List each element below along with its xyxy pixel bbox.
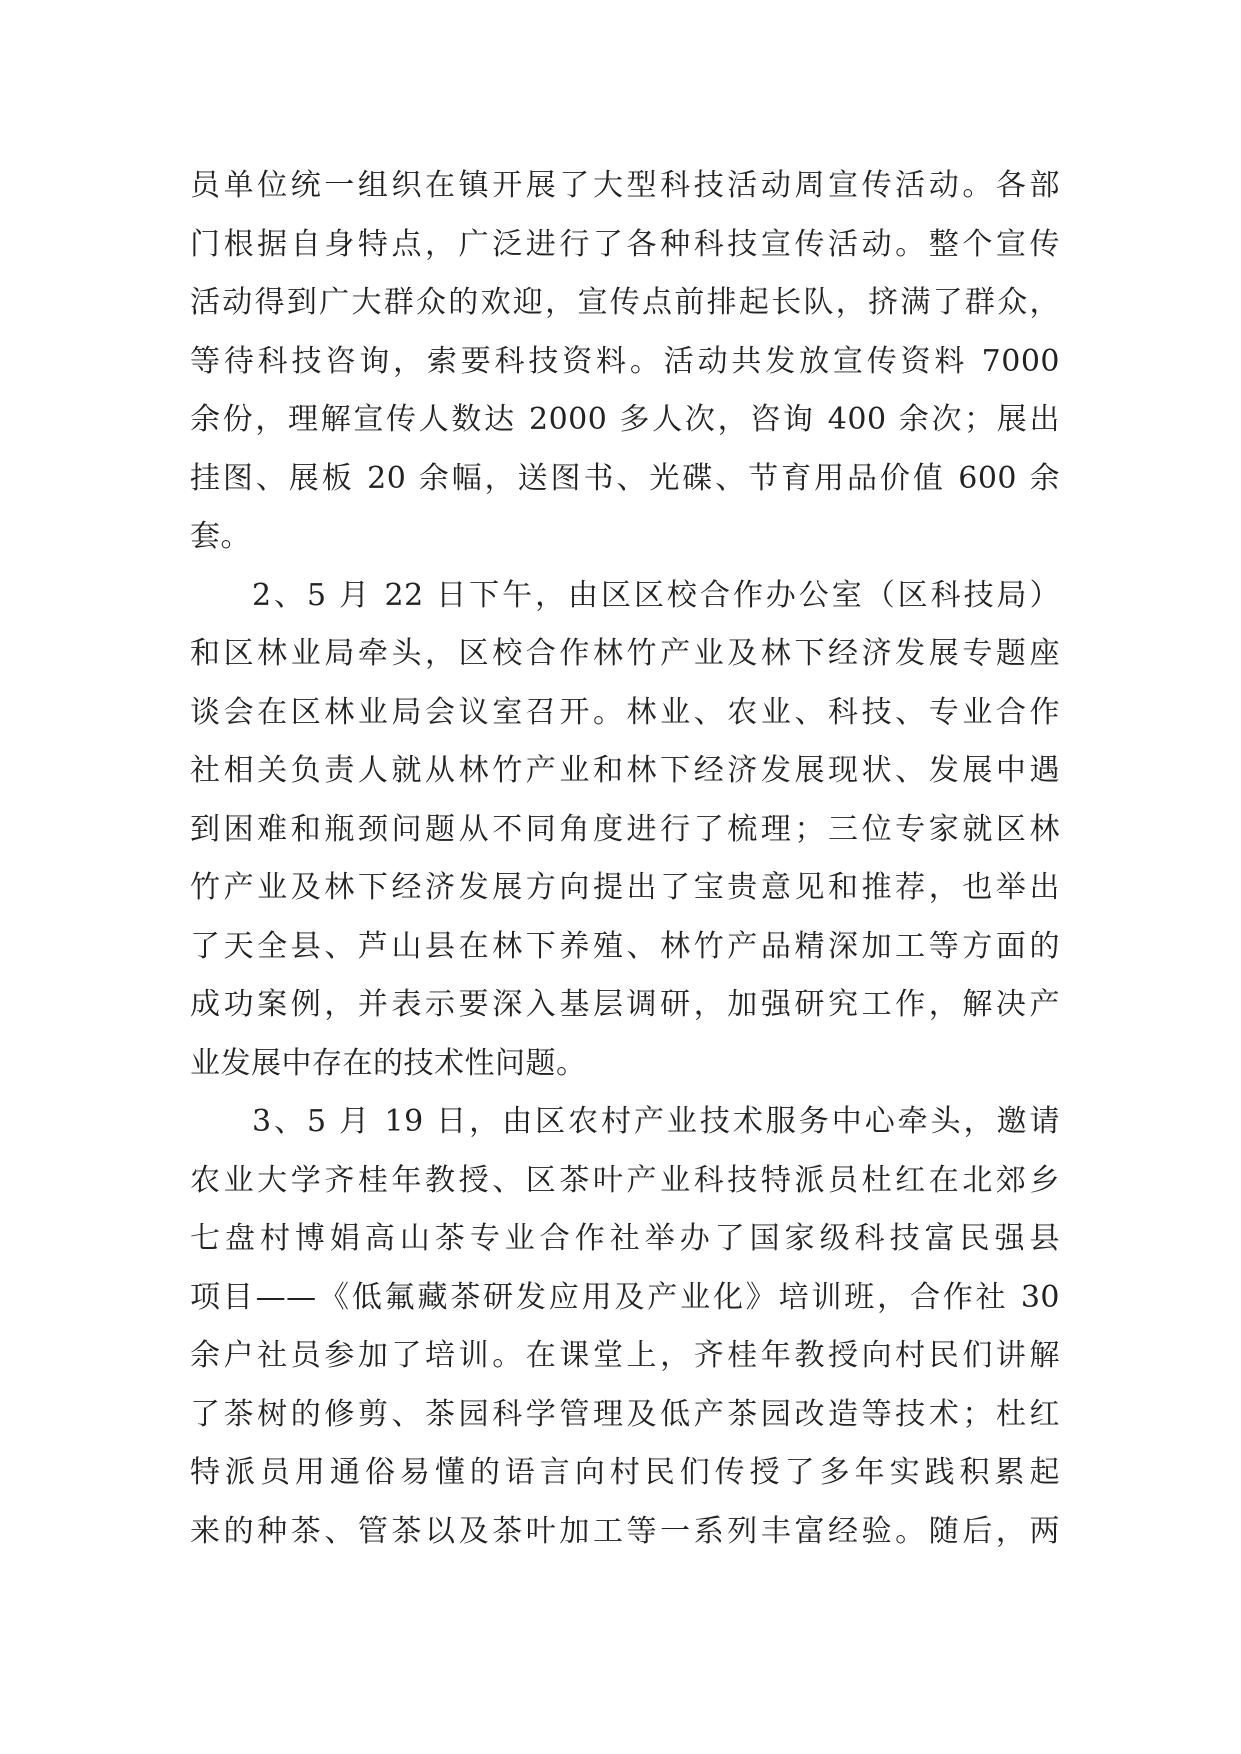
paragraph-3-line-8: 来的种茶、管茶以及茶叶加工等一系列丰富经验。随后，两 [190, 1513, 1060, 1549]
paragraph-1-line-2: 门根据自身特点，广泛进行了各种科技宣传活动。整个宣传 [190, 226, 1060, 262]
paragraph-2-line-4: 社相关负责人就从林竹产业和林下经济发展现状、发展中遇 [190, 753, 1060, 788]
paragraph-3-line-7: 特派员用通俗易懂的语言向村民们传授了多年实践积累起 [190, 1455, 1060, 1490]
paragraph-2-line-3: 谈会在区林业局会议室召开。林业、农业、科技、专业合作 [190, 694, 1060, 730]
paragraph-2-line-2: 和区林业局牵头，区校合作林竹产业及林下经济发展专题座 [190, 636, 1060, 671]
paragraph-3-line-2: 农业大学齐桂年教授、区茶叶产业科技特派员杜红在北郊乡 [190, 1162, 1060, 1198]
paragraph-1-line-6: 挂图、展板 20 余幅，送图书、光碟、节育用品价值 600 余 [190, 460, 1060, 496]
paragraph-1-line-3: 活动得到广大群众的欢迎，宣传点前排起长队，挤满了群众， [190, 285, 1060, 320]
paragraph-1-line-7: 套。 [190, 519, 251, 554]
document-body [190, 157, 1060, 1561]
paragraph-3-line-3: 七盘村博娟高山茶专业合作社举办了国家级科技富民强县 [190, 1221, 1060, 1256]
paragraph-3-line-5: 余户社员参加了培训。在课堂上，齐桂年教授向村民们讲解 [190, 1338, 1060, 1373]
paragraph-3-line-6: 了茶树的修剪、茶园科学管理及低产茶园改造等技术；杜红 [190, 1396, 1060, 1432]
paragraph-2-line-6: 竹产业及林下经济发展方向提出了宝贵意见和推荐，也举出 [190, 870, 1060, 905]
paragraph-2-line-7: 了天全县、芦山县在林下养殖、林竹产品精深加工等方面的 [190, 928, 1060, 964]
paragraph-2-line-8: 成功案例，并表示要深入基层调研，加强研究工作，解决产 [190, 987, 1060, 1022]
paragraph-2-line-5: 到困难和瓶颈问题从不同角度进行了梳理；三位专家就区林 [190, 811, 1060, 847]
paragraph-2-line-9: 业发展中存在的技术性问题。 [190, 1045, 587, 1081]
paragraph-3-line-1: 3、5 月 19 日，由区农村产业技术服务中心牵头，邀请 [252, 1104, 1060, 1139]
paragraph-3-line-4: 项目——《低氟藏茶研发应用及产业化》培训班，合作社 30 [190, 1279, 1060, 1315]
paragraph-2-line-1: 2、5 月 22 日下午，由区区校合作办公室（区科技局） [252, 577, 1060, 613]
paragraph-1-line-4: 等待科技咨询，索要科技资料。活动共发放宣传资料 7000 [190, 343, 1060, 379]
paragraph-1-line-1: 员单位统一组织在镇开展了大型科技活动周宣传活动。各部 [190, 168, 1060, 203]
paragraph-1-line-5: 余份，理解宣传人数达 2000 多人次，咨询 400 余次；展出 [190, 402, 1060, 437]
